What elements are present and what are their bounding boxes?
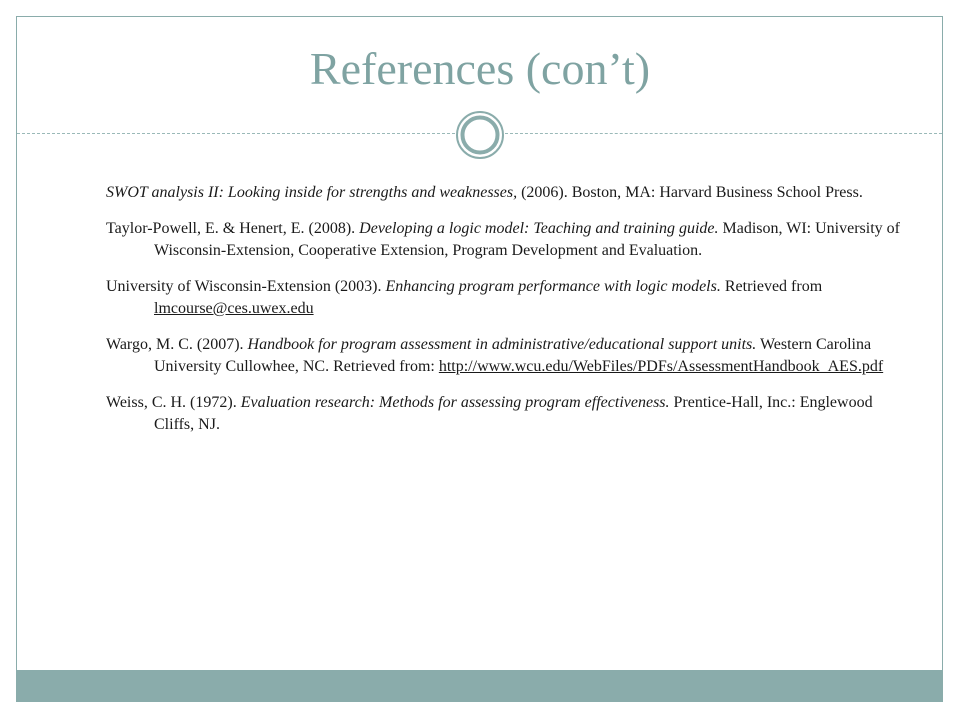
reference-list bbox=[106, 182, 906, 450]
reference-details: (2006). Boston, MA: Harvard Business School Press. bbox=[517, 184, 863, 201]
reference-item bbox=[106, 392, 906, 436]
reference-details: Madison, WI: University of Wisconsin-Extension, Cooperative Extension, Program Development and Evaluation. bbox=[154, 220, 900, 259]
reference-item bbox=[106, 218, 906, 262]
reference-details: Prentice-Hall, Inc.: Englewood Cliffs, NJ. bbox=[154, 394, 873, 433]
reference-authors: University of Wisconsin-Extension (2003). bbox=[106, 278, 386, 295]
slide-title: References (con’t) bbox=[309, 43, 651, 94]
reference-title: Enhancing program performance with logic models. bbox=[385, 278, 721, 295]
footer-bar bbox=[17, 670, 942, 702]
reference-title: Handbook for program assessment in administrative/educational support units. bbox=[247, 336, 757, 353]
reference-authors: Weiss, C. H. (1972). bbox=[106, 394, 241, 411]
reference-title: Developing a logic model: Teaching and training guide. bbox=[359, 220, 719, 237]
title-divider-left bbox=[17, 133, 455, 134]
reference-item bbox=[106, 334, 906, 378]
reference-details: Western Carolina University Cullowhee, NC. Retrieved from: bbox=[154, 336, 872, 375]
reference-authors: Wargo, M. C. (2007). bbox=[106, 336, 248, 353]
reference-item bbox=[106, 276, 906, 320]
url-link[interactable]: http://www.wcu.edu/WebFiles/PDFs/AssessmentHandbook_AES.pdf bbox=[438, 358, 884, 375]
reference-details: Retrieved from bbox=[720, 278, 823, 295]
reference-title: Evaluation research: Methods for assessing program effectiveness. bbox=[240, 394, 670, 411]
circle-ornament-icon bbox=[455, 110, 505, 160]
reference-title: SWOT analysis II: Looking inside for strengths and weaknesses, bbox=[106, 184, 518, 201]
title-divider-right bbox=[505, 133, 942, 134]
reference-item bbox=[106, 182, 906, 204]
email-link[interactable]: lmcourse@ces.uwex.edu bbox=[154, 300, 314, 317]
reference-authors: Taylor-Powell, E. & Henert, E. (2008). bbox=[106, 220, 360, 237]
